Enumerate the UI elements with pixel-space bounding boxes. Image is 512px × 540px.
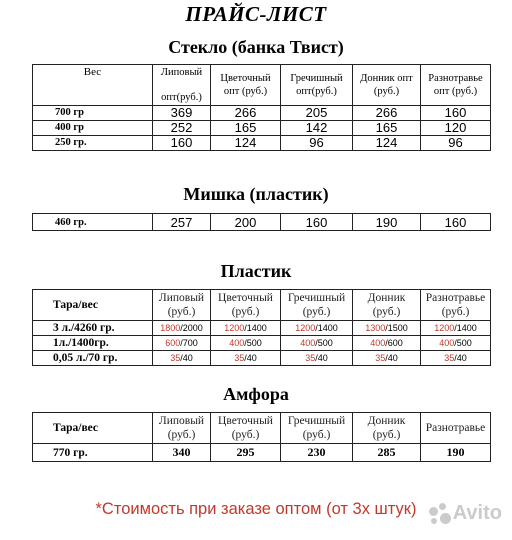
table-row: 1л./1400гр. 600/700 400/500 400/500 400/600 400/500	[33, 336, 491, 351]
table-row: 250 гр. 160 124 96 124 96	[33, 136, 491, 151]
header-buckwheat: Гречишный опт(руб.)	[281, 65, 353, 106]
header-mixed: Разнотравье (руб.)	[421, 290, 491, 321]
header-mixed: Разнотравье опт (руб.)	[421, 65, 491, 106]
header-buckwheat: Гречишный (руб.)	[281, 290, 353, 321]
section-title-amphora: Амфора	[223, 384, 289, 404]
section-title-plastic: Пластик	[220, 261, 292, 281]
table-header-row	[33, 290, 491, 321]
amphora-price-table	[32, 412, 491, 462]
table-row: 700 гр 369 266 205 266 160	[33, 106, 491, 121]
header-clover: Донник (руб.)	[353, 290, 421, 321]
bear-price-table	[32, 213, 491, 231]
table-row: 460 гр. 257 200 160 190 160	[33, 214, 491, 231]
header-flower: Цветочный (руб.)	[211, 413, 281, 444]
avito-logo-icon	[429, 503, 451, 525]
header-linden: Липовый (руб.)	[153, 290, 211, 321]
header-linden: Липовый (руб.)	[153, 413, 211, 444]
table-row: 0,05 л./70 гр. 35/40 35/40 35/40 35/40 35/40	[33, 351, 491, 366]
header-buckwheat: Гречишный (руб.)	[281, 413, 353, 444]
header-clover: Донник (руб.)	[353, 413, 421, 444]
table-row: 3 л./4260 гр. 1800/2000 1200/1400 1200/1400 1300/1500 1200/1400	[33, 321, 491, 336]
header-flower: Цветочный (руб.)	[211, 290, 281, 321]
header-container: Тара/вес	[33, 290, 153, 321]
table-row: 400 гр 252 165 142 165 120	[33, 121, 491, 136]
avito-wordmark: Avito	[452, 502, 502, 524]
header-weight: Вес	[33, 65, 153, 106]
table-header-row	[33, 413, 491, 444]
header-container: Тара/вес	[33, 413, 153, 444]
table-header-row	[33, 65, 491, 106]
plastic-price-table	[32, 289, 491, 366]
header-clover: Донник опт (руб.)	[353, 65, 421, 106]
table-row: 770 гр. 340 295 230 285 190	[33, 444, 491, 462]
section-title-bear: Мишка (пластик)	[183, 184, 329, 204]
header-mixed: Разнотравье	[421, 413, 491, 444]
header-flower: Цветочный опт (руб.)	[211, 65, 281, 106]
page-title: ПРАЙС-ЛИСТ	[185, 2, 327, 26]
glass-price-table	[32, 64, 491, 151]
section-title-glass: Стекло (банка Твист)	[168, 37, 344, 57]
avito-watermark	[429, 502, 502, 525]
header-linden: Липовый опт(руб.)	[153, 65, 211, 106]
wholesale-footnote: *Стоимость при заказе оптом (от 3х штук)	[95, 500, 417, 518]
